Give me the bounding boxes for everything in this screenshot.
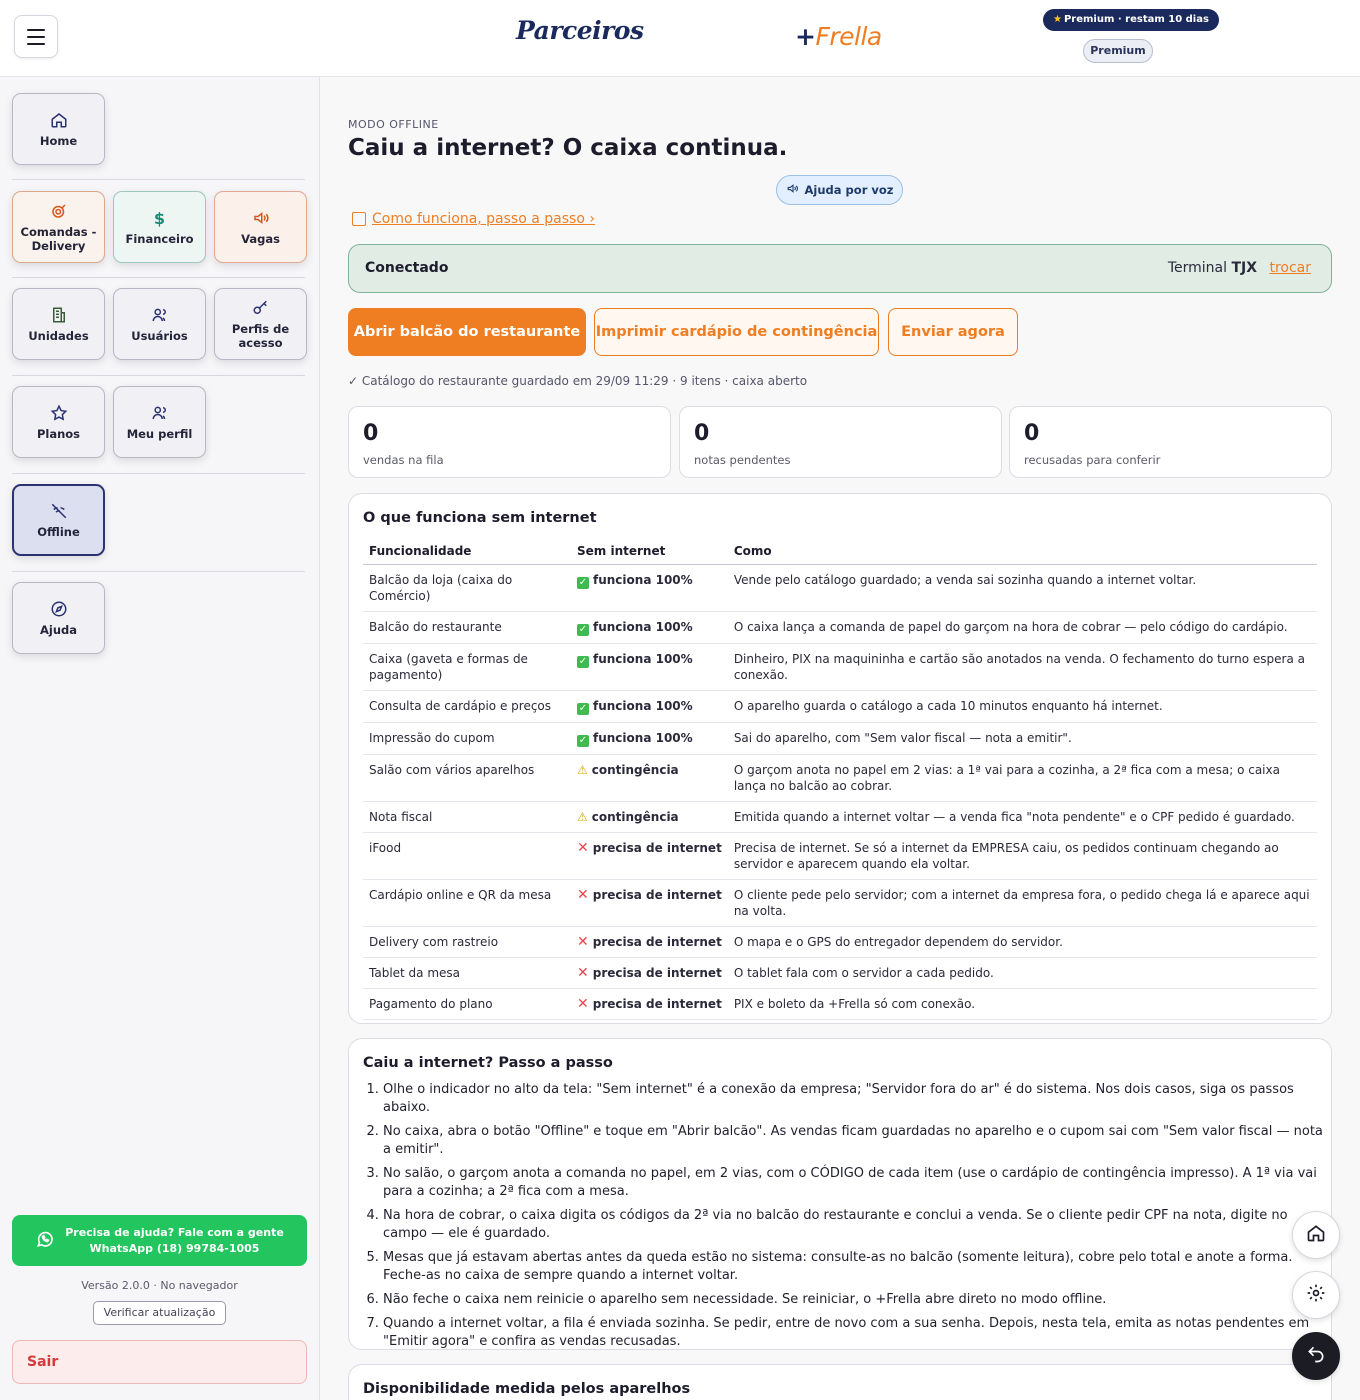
sidebar-item-ajuda[interactable]: Ajuda (12, 582, 105, 654)
dollar-icon: $ (153, 208, 166, 228)
key-icon (251, 298, 271, 318)
gear-icon (1306, 1283, 1326, 1307)
compass-icon (49, 599, 69, 619)
send-now-button[interactable]: Enviar agora (888, 308, 1018, 356)
undo-fab[interactable] (1292, 1332, 1340, 1380)
table-row (363, 833, 1317, 880)
hamburger-menu-button[interactable] (14, 15, 58, 58)
check-update-button[interactable]: Verificar atualização (93, 1301, 226, 1325)
whatsapp-icon (35, 1229, 55, 1252)
feature-status: ✕ precisa de internet (571, 989, 728, 1020)
feature-status: ✓ funciona 100% (571, 644, 728, 691)
star-icon: ★ (1053, 14, 1062, 25)
catalog-note: ✓ Catálogo do restaurante guardado em 29/09 11:29 · 9 itens · caixa aberto (348, 374, 808, 388)
feature-how: Vende pelo catálogo guardado; a venda sai sozinha quando a internet voltar. (728, 565, 1317, 612)
table-row (363, 612, 1317, 644)
feature-name: Salão com vários aparelhos (363, 755, 571, 802)
check-icon: ✓ (578, 577, 588, 588)
check-icon: ✓ (578, 624, 588, 635)
terminal-info: Terminal TJX trocar (1167, 260, 1311, 276)
version-text: Versão 2.0.0 · No navegador (81, 1279, 238, 1292)
feature-status: ✓ funciona 100% (571, 612, 728, 644)
book-icon (352, 212, 366, 226)
feature-status: ✕ precisa de internet (571, 833, 728, 880)
user-icon (150, 403, 170, 423)
table-row (363, 565, 1317, 612)
stat-pending-notes: 0 notas pendentes (679, 406, 1002, 478)
feature-name: Pagamento do plano (363, 989, 571, 1020)
table-row (363, 644, 1317, 691)
premium-badge[interactable]: Premium (1083, 39, 1153, 63)
parceiros-logo: Parceiros (516, 16, 644, 45)
home-fab[interactable] (1292, 1211, 1340, 1259)
list-item: 5. Mesas que já estavam abertas antes da queda estão no sistema: consulte-as no balcão (somente leitura), cobre pelo total e anote a forma. Feche-as no caixa de sempre quando a internet voltar. (383, 1249, 1323, 1285)
feature-name: Balcão da loja (caixa do Comércio) (363, 565, 571, 612)
table-row (363, 958, 1317, 989)
voice-help-button[interactable]: Ajuda por voz (776, 175, 903, 205)
cross-icon: ✕ (577, 840, 589, 856)
howto-link[interactable]: Como funciona, passo a passo › (352, 211, 595, 227)
feature-how: Dinheiro, PIX na maquininha e cartão são anotados na venda. O fechamento do turno espera a conexão. (728, 644, 1317, 691)
steps-title: Caiu a internet? Passo a passo (363, 1055, 613, 1071)
terminal-id: TJX (1231, 260, 1257, 276)
premium-remaining-pill[interactable]: ★ Premium · restam 10 dias (1043, 9, 1219, 31)
top-bar (0, 0, 1360, 77)
megaphone-icon (251, 208, 271, 228)
feature-how: O aparelho guarda o catálogo a cada 10 minutos enquanto há internet. (728, 691, 1317, 723)
sidebar-item-comandas[interactable]: Comandas - Delivery (12, 191, 105, 263)
check-icon: ✓ (578, 656, 588, 667)
warning-icon: ⚠ (577, 763, 588, 777)
sidebar-item-unidades[interactable]: Unidades (12, 288, 105, 360)
feature-how: O caixa lança a comanda de papel do garçom na hora de cobrar — pelo código do cardápio. (728, 612, 1317, 644)
table-row (363, 691, 1317, 723)
feature-status: ✓ funciona 100% (571, 565, 728, 612)
feature-name: Impressão do cupom (363, 723, 571, 755)
feature-how: O mapa e o GPS do entregador dependem do servidor. (728, 927, 1317, 958)
feature-name: iFood (363, 833, 571, 880)
sidebar (0, 77, 320, 1400)
sidebar-item-vagas[interactable]: Vagas (214, 191, 307, 263)
whatsapp-help-button[interactable]: Precisa de ajuda? Fale com a gente WhatsApp (18) 99784-1005 (12, 1215, 307, 1266)
col-header-offline: Sem internet (571, 537, 728, 565)
cross-icon: ✕ (577, 996, 589, 1012)
building-icon (49, 305, 69, 325)
check-icon: ✓ (578, 703, 588, 714)
availability-card (348, 1364, 1332, 1400)
features-title: O que funciona sem internet (363, 510, 597, 526)
list-item: 2. No caixa, abra o botão "Offline" e toque em "Abrir balcão". As vendas ficam guardadas no aparelho e o cupom sai com "Sem valor fiscal — nota a emitir". (383, 1123, 1323, 1159)
feature-how: O garçom anota no papel em 2 vias: a 1ª vai para a cozinha, a 2ª fica com a mesa; o caixa lança no balcão ao cobrar. (728, 755, 1317, 802)
cross-icon: ✕ (577, 887, 589, 903)
target-icon (49, 201, 69, 221)
sidebar-item-home[interactable]: Home (12, 93, 105, 165)
col-header-how: Como (728, 537, 1317, 565)
table-row (363, 880, 1317, 927)
sidebar-item-usuarios[interactable]: Usuários (113, 288, 206, 360)
col-header-feature: Funcionalidade (363, 537, 571, 565)
feature-status: ✓ funciona 100% (571, 723, 728, 755)
print-menu-button[interactable]: Imprimir cardápio de contingência (594, 308, 879, 356)
feature-name: Balcão do restaurante (363, 612, 571, 644)
feature-how: O cliente pede pelo servidor; com a internet da empresa fora, o pedido chega lá e aparece aqui na volta. (728, 880, 1317, 927)
cross-icon: ✕ (577, 965, 589, 981)
check-icon: ✓ (578, 735, 588, 746)
open-counter-button[interactable]: Abrir balcão do restaurante (348, 308, 586, 356)
table-row (363, 989, 1317, 1020)
settings-fab[interactable] (1292, 1271, 1340, 1319)
feature-how: PIX e boleto da +Frella só com conexão. (728, 989, 1317, 1020)
connection-status: Conectado (365, 260, 449, 276)
stat-queued-sales: 0 vendas na fila (348, 406, 671, 478)
list-item: 1. Olhe o indicador no alto da tela: "Sem internet" é a conexão da empresa; "Servidor fora do ar" é do sistema. Nos dois casos, siga os passos abaixo. (383, 1081, 1323, 1117)
feature-status: ✕ precisa de internet (571, 880, 728, 927)
features-card (348, 493, 1332, 1024)
list-item: 6. Não feche o caixa nem reinicie o aparelho sem necessidade. Se reiniciar, o +Frella abre direto no modo offline. (383, 1291, 1323, 1309)
change-terminal-link[interactable]: trocar (1269, 260, 1311, 276)
steps-card (348, 1038, 1332, 1350)
home-icon (1306, 1223, 1326, 1247)
feature-status: ⚠ contingência (571, 755, 728, 802)
features-table (363, 537, 1317, 1020)
sidebar-item-financeiro[interactable]: $ Financeiro (113, 191, 206, 263)
feature-how: O tablet fala com o servidor a cada pedido. (728, 958, 1317, 989)
section-eyebrow: MODO OFFLINE (348, 118, 439, 131)
feature-status: ✕ precisa de internet (571, 927, 728, 958)
feature-name: Cardápio online e QR da mesa (363, 880, 571, 927)
cross-icon: ✕ (577, 934, 589, 950)
connection-status-bar (348, 244, 1332, 293)
home-icon (49, 110, 69, 130)
sidebar-item-meu-perfil[interactable]: Meu perfil (113, 386, 206, 458)
sidebar-item-perfis-acesso[interactable]: Perfis de acesso (214, 288, 307, 360)
list-item: 7. Quando a internet voltar, a fila é enviada sozinha. Se pedir, entre de novo com a sua senha. Depois, nesta tela, emita as notas pendentes em "Emitir agora" e confira as vendas recusadas. (383, 1315, 1323, 1351)
feature-status: ✓ funciona 100% (571, 691, 728, 723)
feature-name: Delivery com rastreio (363, 927, 571, 958)
warning-icon: ⚠ (577, 810, 588, 824)
sidebar-item-offline[interactable]: Offline (12, 484, 105, 556)
feature-status: ⚠ contingência (571, 802, 728, 833)
feature-how: Precisa de internet. Se só a internet da EMPRESA caiu, os pedidos continuam chegando ao servidor e aparecem quando ela voltar. (728, 833, 1317, 880)
star-icon (49, 403, 69, 423)
feature-name: Caixa (gaveta e formas de pagamento) (363, 644, 571, 691)
wifi-off-icon (49, 501, 69, 521)
list-item: 4. Na hora de cobrar, o caixa digita os códigos da 2ª via no balcão do restaurante e conclui a venda. Se o cliente pedir CPF na nota, digite no campo — ele é guardado. (383, 1207, 1323, 1243)
page-title: Caiu a internet? O caixa continua. (348, 135, 788, 161)
list-item: 3. No salão, o garçom anota a comanda no papel, em 2 vias, com o CÓDIGO de cada item (use o cardápio de contingência impresso). A 1ª via vai para a cozinha; a 2ª fica com a mesa. (383, 1165, 1323, 1201)
users-icon (150, 305, 170, 325)
stat-rejected: 0 recusadas para conferir (1009, 406, 1332, 478)
speaker-icon (786, 182, 799, 198)
table-row (363, 802, 1317, 833)
availability-title: Disponibilidade medida pelos aparelhos (363, 1381, 691, 1397)
table-row (363, 723, 1317, 755)
undo-icon (1306, 1344, 1326, 1368)
logout-button[interactable]: Sair (12, 1340, 307, 1384)
feature-how: Sai do aparelho, com "Sem valor fiscal — nota a emitir". (728, 723, 1317, 755)
main-content (320, 77, 1360, 1400)
steps-list (363, 1081, 1323, 1357)
table-row (363, 755, 1317, 802)
table-row (363, 927, 1317, 958)
frella-logo: +Frella (795, 22, 882, 51)
feature-how: Emitida quando a internet voltar — a venda fica "nota pendente" e o CPF pedido é guardado. (728, 802, 1317, 833)
sidebar-item-planos[interactable]: Planos (12, 386, 105, 458)
feature-name: Nota fiscal (363, 802, 571, 833)
feature-status: ✕ precisa de internet (571, 958, 728, 989)
feature-name: Consulta de cardápio e preços (363, 691, 571, 723)
feature-name: Tablet da mesa (363, 958, 571, 989)
